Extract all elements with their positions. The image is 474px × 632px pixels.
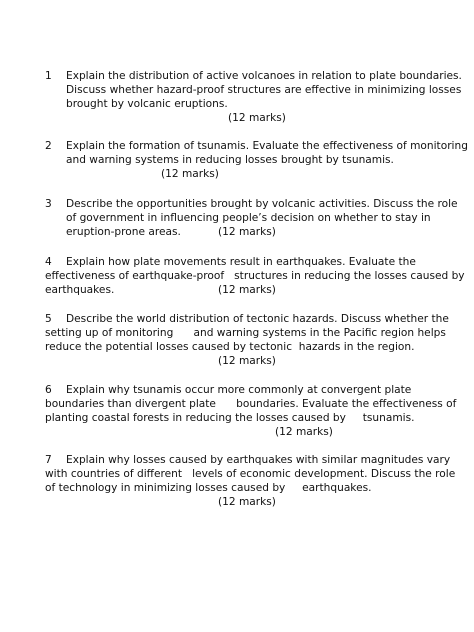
question-number: 1: [45, 70, 52, 82]
question-text-line: of government in influencing people’s decision on whether to stay in: [66, 212, 431, 224]
question-text-line: and warning systems in reducing losses brought by tsunamis.: [66, 154, 394, 166]
question-text-line: Explain the formation of tsunamis. Evaluate the effectiveness of monitoring: [66, 140, 468, 152]
question-marks: (12 marks): [228, 112, 286, 124]
question-text-line: eruption-prone areas.: [66, 226, 181, 238]
question-number: 5: [45, 313, 52, 325]
question-text-line: earthquakes.: [45, 284, 115, 296]
question-text-line: Discuss whether hazard-proof structures are effective in minimizing losses: [66, 84, 462, 96]
question-text-line: reduce the potential losses caused by tectonic hazards in the region.: [45, 341, 415, 353]
question-text-line: Explain the distribution of active volcanoes in relation to plate boundaries.: [66, 70, 462, 82]
question-text-line: effectiveness of earthquake-proof structures in reducing the losses caused by: [45, 270, 465, 282]
question-marks: (12 marks): [161, 168, 219, 180]
question-marks: (12 marks): [218, 496, 276, 508]
question-text-line: boundaries than divergent plate boundaries. Evaluate the effectiveness of: [45, 398, 457, 410]
question-number: 3: [45, 198, 52, 210]
question-marks: (12 marks): [218, 355, 276, 367]
question-text-line: setting up of monitoring and warning systems in the Pacific region helps: [45, 327, 446, 339]
question-marks: (12 marks): [218, 284, 276, 296]
question-text-line: Explain how plate movements result in earthquakes. Evaluate the: [66, 256, 416, 268]
question-text-line: planting coastal forests in reducing the losses caused by tsunamis.: [45, 412, 415, 424]
question-number: 4: [45, 256, 52, 268]
question-text-line: Describe the opportunities brought by volcanic activities. Discuss the role: [66, 198, 458, 210]
question-marks: (12 marks): [275, 426, 333, 438]
question-text-line: of technology in minimizing losses caused by earthquakes.: [45, 482, 372, 494]
question-text-line: Explain why tsunamis occur more commonly at convergent plate: [66, 384, 412, 396]
question-number: 6: [45, 384, 52, 396]
question-text-line: Explain why losses caused by earthquakes with similar magnitudes vary: [66, 454, 451, 466]
question-marks: (12 marks): [218, 226, 276, 238]
question-text-line: with countries of different levels of economic development. Discuss the role: [45, 468, 456, 480]
question-text-line: brought by volcanic eruptions.: [66, 98, 228, 110]
question-number: 7: [45, 454, 52, 466]
question-number: 2: [45, 140, 52, 152]
question-text-line: Describe the world distribution of tectonic hazards. Discuss whether the: [66, 313, 449, 325]
